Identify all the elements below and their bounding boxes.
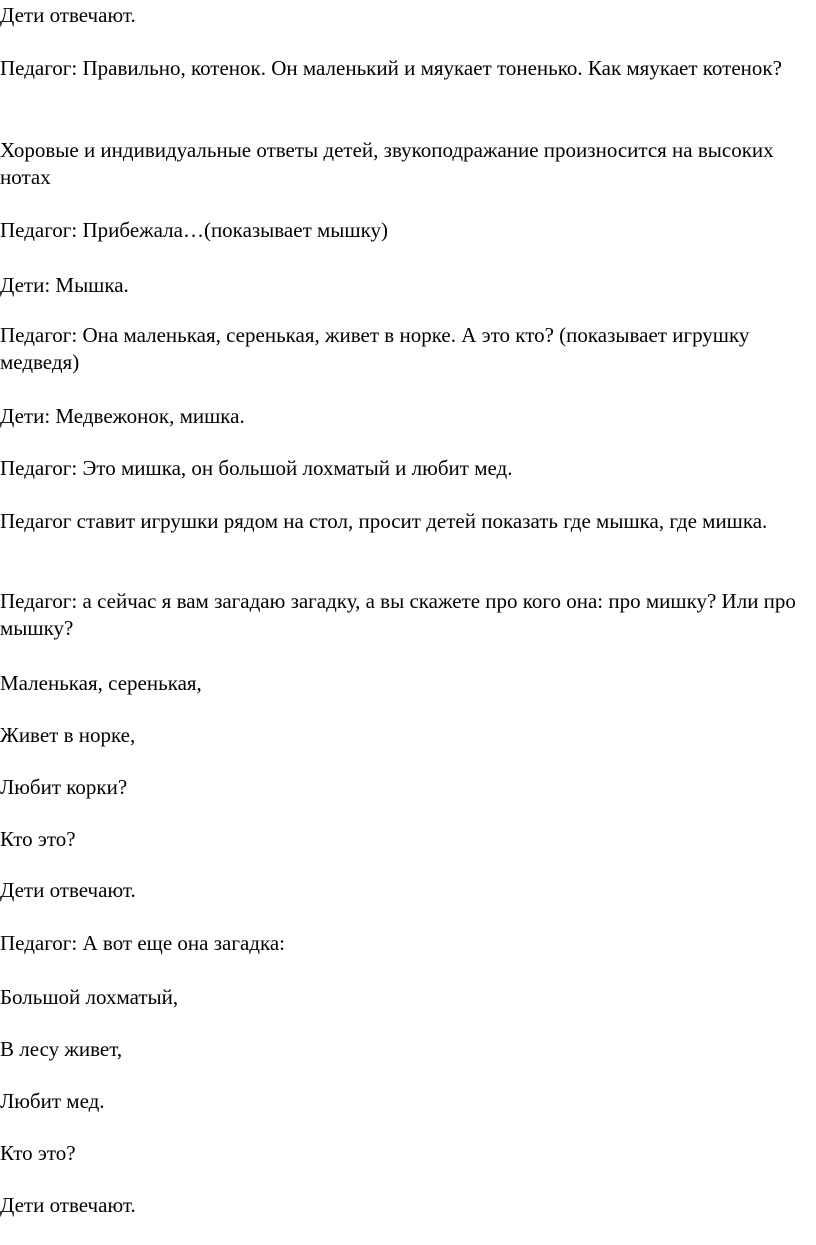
paragraph: Педагог: Она маленькая, серенькая, живет в норке. А это кто? (показывает игрушку медведя) [0, 323, 750, 374]
riddle-line: В лесу живет, [0, 1037, 123, 1061]
paragraph: Дети отвечают. [0, 3, 136, 27]
paragraph: Педагог: Это мишка, он большой лохматый и любит мед. [0, 456, 513, 480]
riddle-line: Живет в норке, [0, 723, 136, 747]
riddle-line: Кто это? [0, 1141, 76, 1165]
riddle-line: Маленькая, серенькая, [0, 671, 202, 695]
paragraph: Дети: Мышка. [0, 273, 129, 297]
paragraph: Педагог: А вот еще она загадка: [0, 931, 285, 955]
riddle-line: Любит корки? [0, 775, 128, 799]
paragraph: Педагог: Правильно, котенок. Он маленький и мяукает тоненько. Как мяукает котенок? [0, 56, 782, 80]
paragraph: Хоровые и индивидуальные ответы детей, звукоподражание произносится на высоких нотах [0, 138, 774, 189]
paragraph: Дети отвечают. [0, 1193, 136, 1217]
riddle-line: Большой лохматый, [0, 985, 179, 1009]
paragraph: Дети: Медвежонок, мишка. [0, 404, 245, 428]
paragraph: Педагог ставит игрушки рядом на стол, просит детей показать где мышка, где мишка. [0, 509, 768, 533]
paragraph: Дети отвечают. [0, 878, 136, 902]
paragraph: Педагог: Прибежала…(показывает мышку) [0, 218, 388, 242]
paragraph: Педагог: а сейчас я вам загадаю загадку, а вы скажете про кого она: про мишку? Или про мышку? [0, 589, 796, 640]
riddle-line: Кто это? [0, 827, 76, 851]
riddle-line: Любит мед. [0, 1089, 105, 1113]
